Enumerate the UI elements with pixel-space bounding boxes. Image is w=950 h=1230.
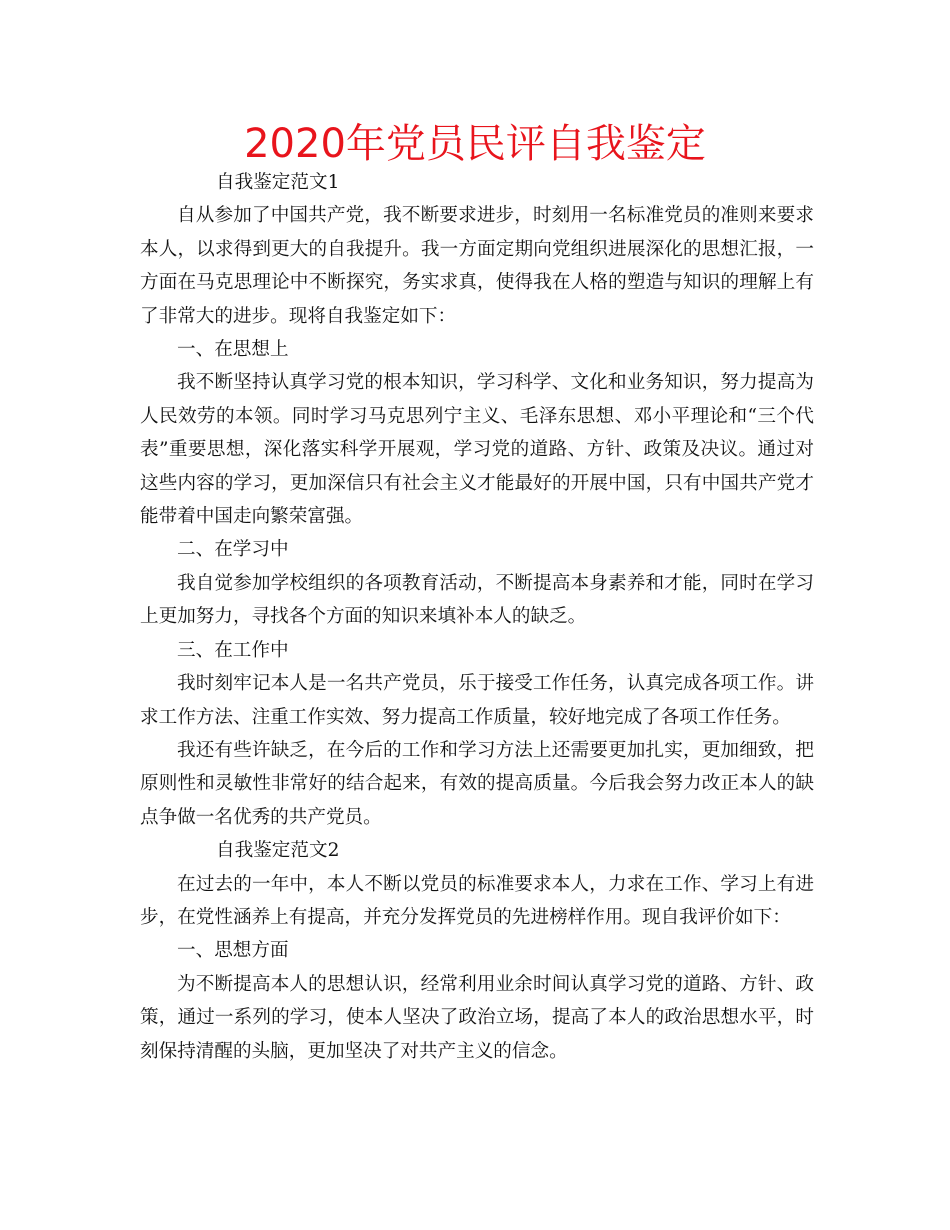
heading-thought: 一、在思想上: [177, 339, 289, 361]
heading-study: 二、在学习中: [177, 539, 289, 561]
document-title: 2020年党员民评自我鉴定: [244, 121, 706, 167]
heading-ideology: 一、思想方面: [177, 940, 289, 962]
section-title-sample-2: 自我鉴定范文2: [216, 840, 340, 862]
intro-paragraph: 自从参加了中国共产党，我不断要求进步，时刻用一名标准党员的准则来要求本人，以求得到更大的自我提升。我一方面定期向党组织进展深化的思想汇报，一方面在马克思理论中不断探究，务实求真，使得我在人格的塑造与知识的理解上有了非常大的进步。现将自我鉴定如下：: [140, 205, 814, 327]
paragraph-study: 我自觉参加学校组织的各项教育活动，不断提高本身素养和才能，同时在学习上更加努力，寻找各个方面的知识来填补本人的缺乏。: [140, 572, 814, 628]
paragraph-ideology: 为不断提高本人的思想认识，经常利用业余时间认真学习党的道路、方针、政策，通过一系列的学习，使本人坚决了政治立场，提高了本人的政治思想水平，时刻保持清醒的头脑，更加坚决了对共产主义的信念。: [140, 973, 814, 1062]
paragraph-thought: 我不断坚持认真学习党的根本知识，学习科学、文化和业务知识，努力提高为人民效劳的本领。同时学习马克思列宁主义、毛泽东思想、邓小平理论和“三个代表”重要思想，深化落实科学开展观，学习党的道路、方针、政策及决议。通过对这些内容的学习，更加深信只有社会主义才能最好的开展中国，只有中国共产党才能带着中国走向繁荣富强。: [140, 372, 814, 528]
heading-work: 三、在工作中: [177, 639, 289, 661]
paragraph-sample-2-intro: 在过去的一年中，本人不断以党员的标准要求本人，力求在工作、学习上有进步，在党性涵养上有提高，并充分发挥党员的先进榜样作用。现自我评价如下：: [140, 873, 814, 928]
paragraph-work: 我时刻牢记本人是一名共产党员，乐于接受工作任务，认真完成各项工作。讲求工作方法、注重工作实效、努力提高工作质量，较好地完成了各项工作任务。: [140, 673, 814, 728]
document-body: [140, 166, 814, 1068]
paragraph-shortcomings: 我还有些许缺乏，在今后的工作和学习方法上还需要更加扎实，更加细致，把原则性和灵敏性非常好的结合起来，有效的提高质量。今后我会努力改正本人的缺点争做一名优秀的共产党员。: [140, 739, 814, 828]
section-title-sample-1: 自我鉴定范文1: [216, 172, 340, 193]
